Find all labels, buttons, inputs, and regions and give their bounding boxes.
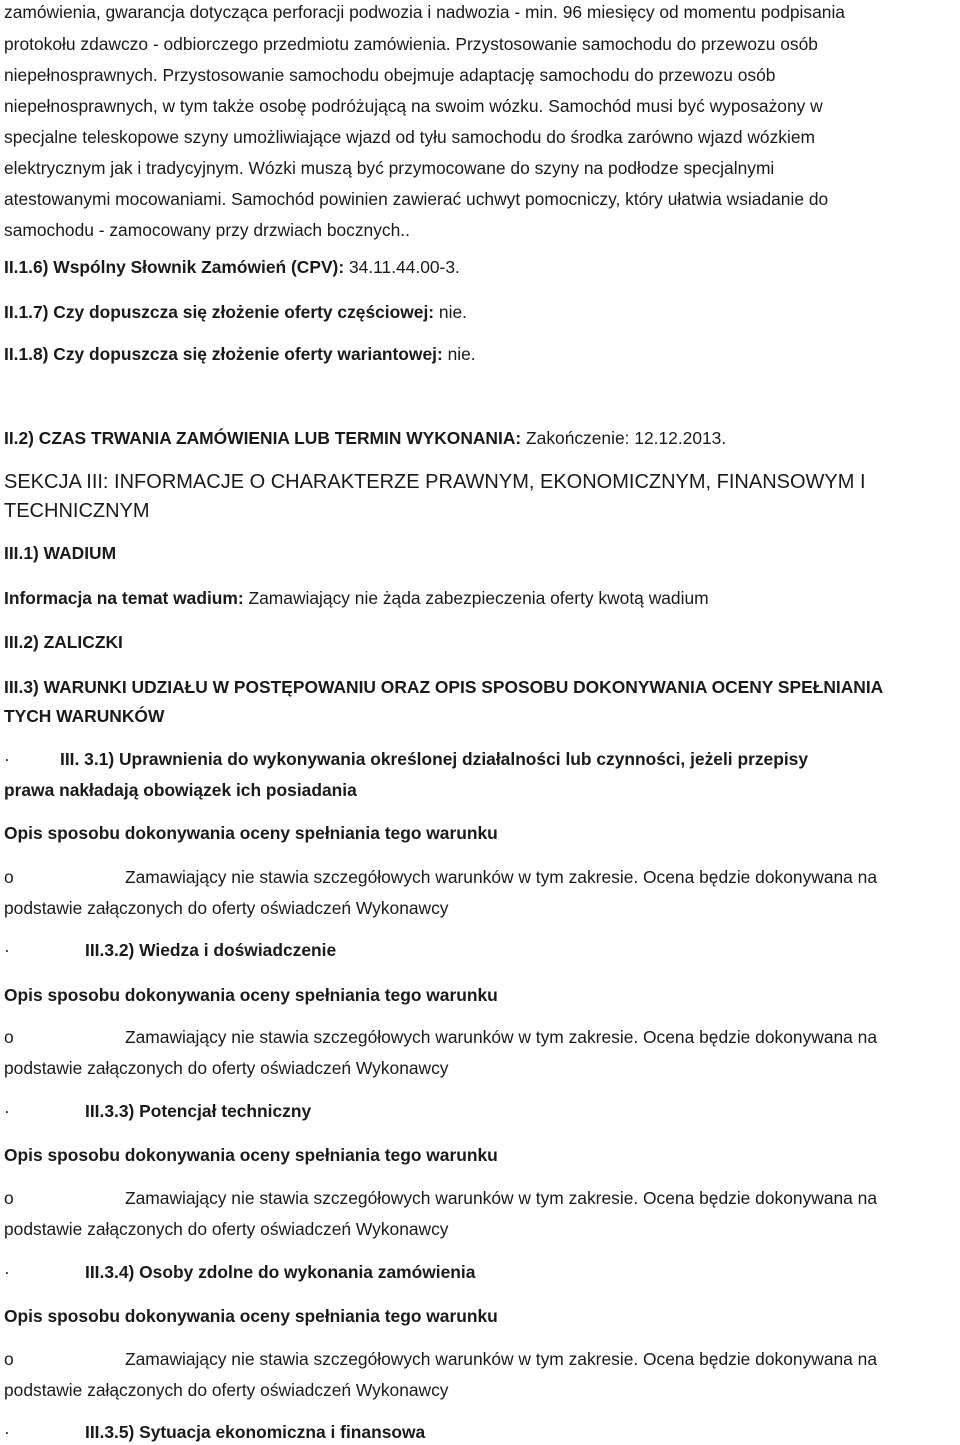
circle-icon: o <box>4 867 14 887</box>
bullet-icon: · <box>4 1101 10 1121</box>
duration-label: II.2) CZAS TRWANIA ZAMÓWIENIA LUB TERMIN WYKONANIA: <box>4 428 522 448</box>
cpv-row <box>4 256 460 278</box>
item-title-text: III.3.2) Wiedza i doświadczenie <box>85 940 337 960</box>
intro-line: protokołu zdawczo - odbiorczego przedmiotu zamówienia. Przystosowanie samochodu do przewozu osób <box>4 34 818 54</box>
intro-line: atestowanymi mocowaniami. Samochód powinien zawierać uchwyt pomocniczy, który ułatwia wsiadanie do <box>4 189 829 209</box>
duration-row <box>4 427 726 449</box>
cpv-label: II.1.6) Wspólny Słownik Zamówień (CPV): <box>4 257 345 277</box>
intro-line: samochodu - zamocowany przy drzwiach bocznych.. <box>4 220 410 240</box>
section-title: TECHNICZNYM <box>4 500 150 522</box>
item-text: podstawie załączonych do oferty oświadczeń Wykonawcy <box>4 1380 449 1400</box>
warunki-heading <box>4 676 883 698</box>
item-text: podstawie załączonych do oferty oświadczeń Wykonawcy <box>4 898 449 918</box>
cpv-value: 34.11.44.00-3. <box>348 257 460 277</box>
wadium-info-row <box>4 587 709 609</box>
intro-line: elektrycznym jak i tradycyjnym. Wózki muszą być przymocowane do szyny na podłodze specjalnymi <box>4 158 775 178</box>
item-opis <box>4 984 498 1006</box>
circle-icon: o <box>4 1188 14 1208</box>
intro-line: niepełnosprawnych. Przystosowanie samochodu obejmuje adaptację samochodu do przewozu osób <box>4 65 776 85</box>
bullet-icon: · <box>4 1262 10 1282</box>
item-opis <box>4 822 498 844</box>
variant-offer-label: II.1.8) Czy dopuszcza się złożenie oferty wariantowej: <box>4 344 443 364</box>
zaliczki-heading <box>4 631 123 653</box>
section-title: SEKCJA III: INFORMACJE O CHARAKTERZE PRAWNYM, EKONOMICZNYM, FINANSOWYM I <box>4 471 866 493</box>
intro-line: specjalne teleskopowe szyny umożliwiające wjazd od tyłu samochodu do środka zarówno wjazd wózkiem <box>4 127 815 147</box>
item-opis <box>4 1305 498 1327</box>
item-title <box>85 939 336 961</box>
circle-icon: o <box>4 1027 14 1047</box>
item-text: podstawie załączonych do oferty oświadczeń Wykonawcy <box>4 1219 449 1239</box>
wadium-info-value: Zamawiający nie żąda zabezpieczenia oferty kwotą wadium <box>248 588 709 608</box>
partial-offer-label: II.1.7) Czy dopuszcza się złożenie oferty częściowej: <box>4 302 435 322</box>
item-title-text: prawa nakładają obowiązek ich posiadania <box>4 780 357 800</box>
item-opis-text: Opis sposobu dokonywania oceny spełniania tego warunku <box>4 1306 498 1326</box>
item-text: podstawie załączonych do oferty oświadczeń Wykonawcy <box>4 1058 449 1078</box>
bullet-icon: · <box>4 1422 10 1442</box>
intro-line: zamówienia, gwarancja dotycząca perforacji podwozia i nadwozia - min. 96 miesięcy od momentu podpisania <box>4 2 845 22</box>
wadium-info-label: Informacja na temat wadium: <box>4 588 244 608</box>
item-title <box>85 1421 425 1443</box>
warunki-heading-text: TYCH WARUNKÓW <box>4 706 165 726</box>
circle-icon: o <box>4 1349 14 1369</box>
bullet-icon: · <box>4 940 10 960</box>
item-title <box>4 779 357 801</box>
partial-offer-row <box>4 301 467 323</box>
variant-offer-row <box>4 343 476 365</box>
item-text: Zamawiający nie stawia szczegółowych warunków w tym zakresie. Ocena będzie dokonywana na <box>125 867 878 887</box>
bullet-icon: · <box>4 749 10 769</box>
item-title <box>85 1261 475 1283</box>
item-title-text: III.3.5) Sytuacja ekonomiczna i finansowa <box>85 1422 426 1442</box>
item-opis-text: Opis sposobu dokonywania oceny spełniania tego warunku <box>4 823 498 843</box>
item-text: Zamawiający nie stawia szczegółowych warunków w tym zakresie. Ocena będzie dokonywana na <box>125 1188 878 1208</box>
warunki-heading <box>4 705 164 727</box>
variant-offer-value: nie. <box>447 344 476 364</box>
item-title-text: III. 3.1) Uprawnienia do wykonywania określonej działalności lub czynności, jeżeli przepisy <box>60 749 809 769</box>
intro-line: niepełnosprawnych, w tym także osobę podróżującą na swoim wózku. Samochód musi być wyposażony w <box>4 96 823 116</box>
item-title-text: III.3.3) Potencjał techniczny <box>85 1101 312 1121</box>
item-text: Zamawiający nie stawia szczegółowych warunków w tym zakresie. Ocena będzie dokonywana na <box>125 1027 878 1047</box>
item-title <box>85 1100 311 1122</box>
partial-offer-value: nie. <box>438 302 467 322</box>
item-title-text: III.3.4) Osoby zdolne do wykonania zamówienia <box>85 1262 476 1282</box>
wadium-heading-text: III.1) WADIUM <box>4 543 117 563</box>
warunki-heading-text: III.3) WARUNKI UDZIAŁU W POSTĘPOWANIU ORAZ OPIS SPOSOBU DOKONYWANIA OCENY SPEŁNIANIA <box>4 677 884 697</box>
item-opis-text: Opis sposobu dokonywania oceny spełniania tego warunku <box>4 1145 498 1165</box>
item-opis <box>4 1144 498 1166</box>
duration-value: Zakończenie: 12.12.2013. <box>526 428 727 448</box>
zaliczki-heading-text: III.2) ZALICZKI <box>4 632 123 652</box>
item-text: Zamawiający nie stawia szczegółowych warunków w tym zakresie. Ocena będzie dokonywana na <box>125 1349 878 1369</box>
item-title <box>60 748 808 770</box>
wadium-heading <box>4 542 116 564</box>
item-opis-text: Opis sposobu dokonywania oceny spełniania tego warunku <box>4 985 498 1005</box>
